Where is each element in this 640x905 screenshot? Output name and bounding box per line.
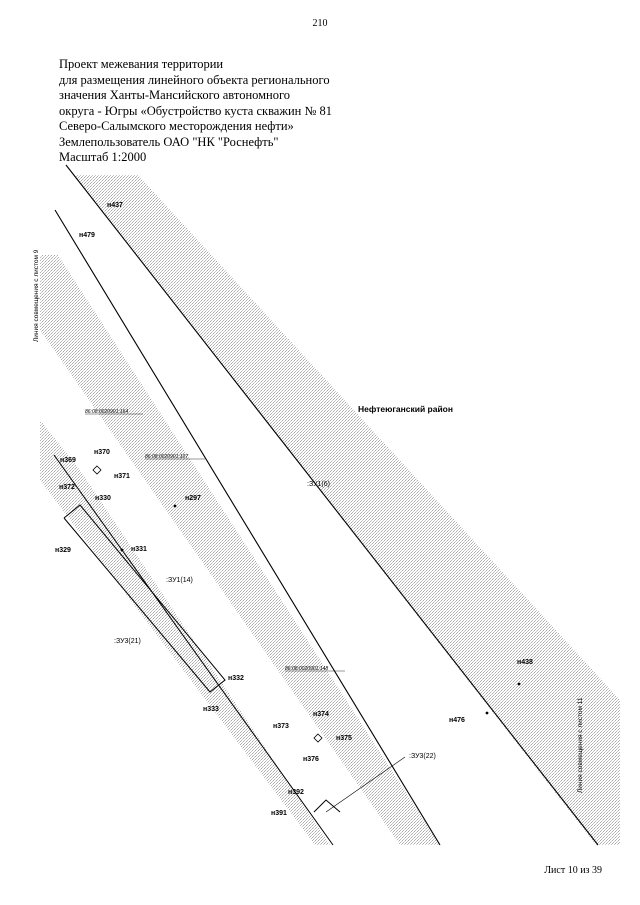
title-line: значения Ханты-Мансийского автономного xyxy=(59,88,291,102)
sheet-footer: Лист 10 из 39 xyxy=(544,865,602,876)
match-line-left-label: Линия совмещения с листом 9 xyxy=(33,249,40,342)
point-marker-n476 xyxy=(486,712,489,715)
point-label-n479: н479 xyxy=(79,232,95,239)
cadastral-label: 86:08:0020901:107 xyxy=(145,454,189,460)
point-label-n369: н369 xyxy=(60,457,76,464)
point-label-n392: н392 xyxy=(288,789,304,796)
page-number: 210 xyxy=(312,18,328,29)
point-label-n330: н330 xyxy=(95,495,111,502)
district-label: Нефтеюганский район xyxy=(358,404,454,414)
point-label-n375: н375 xyxy=(336,735,352,742)
point-label-n476: н476 xyxy=(449,717,465,724)
point-label-n370: н370 xyxy=(94,449,110,456)
zone-label: :ЗУ3(21) xyxy=(114,638,141,645)
point-label-n329: н329 xyxy=(55,547,71,554)
title-line: округа - Югры «Обустройство куста скважин № 81 xyxy=(59,103,333,118)
title-line: для размещения линейного объекта регионального xyxy=(59,72,330,87)
point-label-n331: н331 xyxy=(131,546,147,553)
title-line: Северо-Салымского месторождения нефти» xyxy=(59,119,294,133)
point-marker-n374 xyxy=(314,734,322,742)
point-label-n297: н297 xyxy=(185,495,201,502)
parcel-zu3-22 xyxy=(314,800,340,812)
point-label-n373: н373 xyxy=(273,723,289,730)
point-label-n438: н438 xyxy=(517,659,533,666)
point-marker-n370 xyxy=(93,466,101,474)
point-marker-n438 xyxy=(518,683,521,686)
title-line: Проект межевания территории xyxy=(59,57,224,71)
cadastral-label: 86:08:0020901:148 xyxy=(285,666,329,672)
zone-label: :ЗУ3(22) xyxy=(409,753,436,760)
title-line: Землепользователь ОАО "НК "Роснефть" xyxy=(59,134,279,149)
zone-label: :ЗУ1(6) xyxy=(307,481,330,488)
scale-label: Масштаб 1:2000 xyxy=(59,150,147,164)
cadastral-label: 86:08:0020901:164 xyxy=(85,409,129,415)
point-label-n372: н372 xyxy=(59,484,75,491)
point-label-n333: н333 xyxy=(203,706,219,713)
point-label-n371: н371 xyxy=(114,473,130,480)
point-label-n437: н437 xyxy=(107,202,123,209)
point-marker-n331 xyxy=(121,549,124,552)
point-label-n391: н391 xyxy=(271,810,287,817)
point-marker-n297 xyxy=(174,505,177,508)
match-line-right-label: Линия совмещения с листом 11 xyxy=(577,697,584,793)
point-label-n374: н374 xyxy=(313,711,329,718)
point-label-n376: н376 xyxy=(303,756,319,763)
zone-label: :ЗУ1(14) xyxy=(166,577,193,584)
point-label-n332: н332 xyxy=(228,675,244,682)
